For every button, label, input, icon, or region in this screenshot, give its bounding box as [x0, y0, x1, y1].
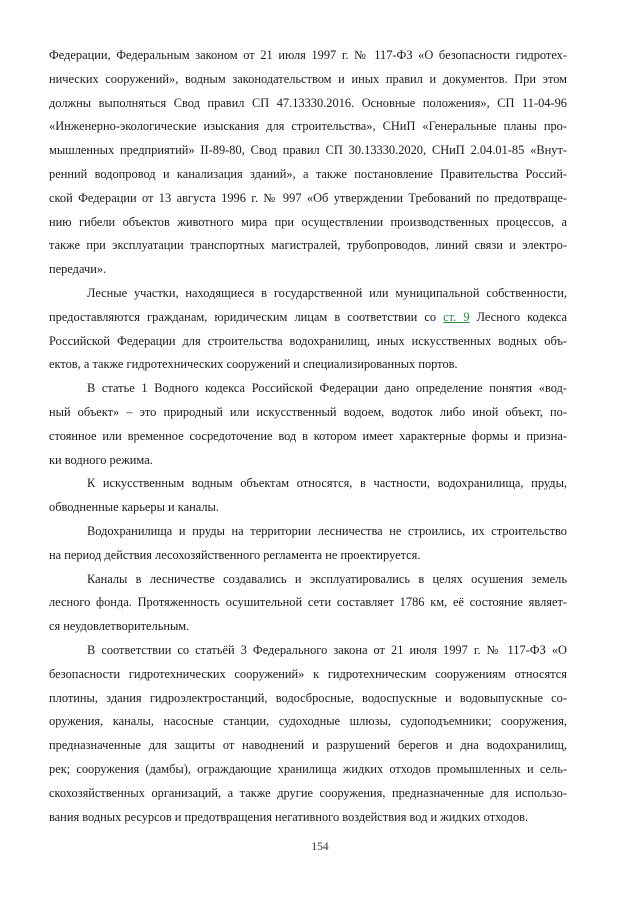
text-line-with-link	[49, 306, 567, 330]
text-line: ской Федерации от 13 августа 1996 г. № 997 «Об утверждении Требований по предотвраще-	[49, 190, 567, 205]
text-line: вания водных ресурсов и предотвращения негативного воздействия вод и жидких отходов.	[49, 809, 529, 824]
text-line: В соответствии со статьёй 3 Федерального закона от 21 июля 1997 г. № 117-ФЗ «О	[87, 642, 567, 657]
paragraph-4	[49, 472, 567, 520]
text-line: рек; сооружения (дамбы), ограждающие хранилища жидких отходов промышленных и сель-	[49, 761, 567, 776]
text-line: безопасности гидротехнических сооружений» к гидротехническим сооружениям относятся	[49, 666, 567, 681]
text-line: лесного фонда. Протяженность осушительной сети составляет 1786 км, её состояние являет-	[49, 595, 567, 610]
text-line: ренний водопровод и канализация зданий», а также постановление Правительства Россий-	[49, 166, 567, 181]
paragraph-6	[49, 568, 567, 639]
paragraph-3	[49, 377, 567, 472]
text-line: В статье 1 Водного кодекса Российской Федерации дано определение понятия «вод-	[87, 381, 567, 396]
text-line: оружения, каналы, насосные станции, судоходные шлюзы, судоподъемники; сооружения,	[49, 714, 567, 729]
text-line: нию гибели объектов животного мира при осуществлении производственных процессов, а	[49, 214, 567, 229]
text-line: Федерации, Федеральным законом от 21 июля 1997 г. № 117-ФЗ «О безопасности гидротех-	[49, 48, 567, 62]
text-line: ный объект» – это природный или искусственный водоем, водоток либо иной объект, по-	[49, 404, 567, 419]
text-line: ектов, а также гидротехнических сооружений и специализированных портов.	[49, 357, 458, 372]
article-9-link[interactable]: ст. 9	[443, 309, 470, 324]
paragraph-5	[49, 520, 567, 568]
text-line: К искусственным водным объектам относятся, в частности, водохранилища, пруды,	[87, 476, 567, 491]
paragraph-2	[49, 282, 567, 377]
text-line: передачи».	[49, 262, 107, 277]
text-line: также при эксплуатации транспортных магистралей, трубопроводов, линий связи и электро-	[49, 238, 567, 253]
text-line: Лесные участки, находящиеся в государственной или муниципальной собственности,	[87, 285, 567, 300]
text-segment: предоставляются гражданам, юридическим лицам в соответствии со	[49, 309, 437, 324]
text-line: стоянное или временное сосредоточение вод в котором имеет характерные формы и призна-	[49, 428, 567, 443]
document-page	[49, 44, 567, 829]
text-line: должны выполняться Свод правил СП 47.13330.2016. Основные положения», СП 11-04-96	[49, 95, 567, 110]
text-line: Водохранилища и пруды на территории лесничества не строились, их строительство	[87, 523, 567, 538]
text-line: ся неудовлетворительным.	[49, 619, 190, 634]
paragraph-7	[49, 639, 567, 829]
text-line: Каналы в лесничестве создавались и эксплуатировались в целях осушения земель	[87, 571, 567, 586]
paragraph-1	[49, 44, 567, 282]
text-line: «Инженерно-экологические изыскания для строительства», СНиП «Генеральные планы про-	[49, 119, 567, 134]
text-line: обводненные карьеры и каналы.	[49, 500, 219, 515]
text-line: предназначенные для защиты от наводнений и разрушений берегов и дна водохранилищ,	[49, 738, 567, 753]
text-line: ки водного режима.	[49, 452, 153, 467]
text-line: скохозяйственных организаций, а также другие сооружения, предназначенные для использо-	[49, 785, 567, 800]
text-segment: Лесного кодекса	[476, 309, 568, 324]
text-line: на период действия лесохозяйственного регламента не проектируется.	[49, 547, 421, 562]
text-line: плотины, здания гидроэлектростанций, водосбросные, водоспускные и водовыпускные со-	[49, 690, 567, 705]
page-number: 154	[311, 841, 329, 853]
text-line: Российской Федерации для строительства водохранилищ, иных искусственных водных объ-	[49, 333, 567, 348]
text-line: мышленных предприятий» II-89-80, Свод правил СП 30.13330.2020, СНиП 2.04.01-85 «Внут-	[49, 143, 567, 158]
text-line: нических сооружений», водным законодательством и иных правил и документов. При этом	[49, 71, 567, 86]
